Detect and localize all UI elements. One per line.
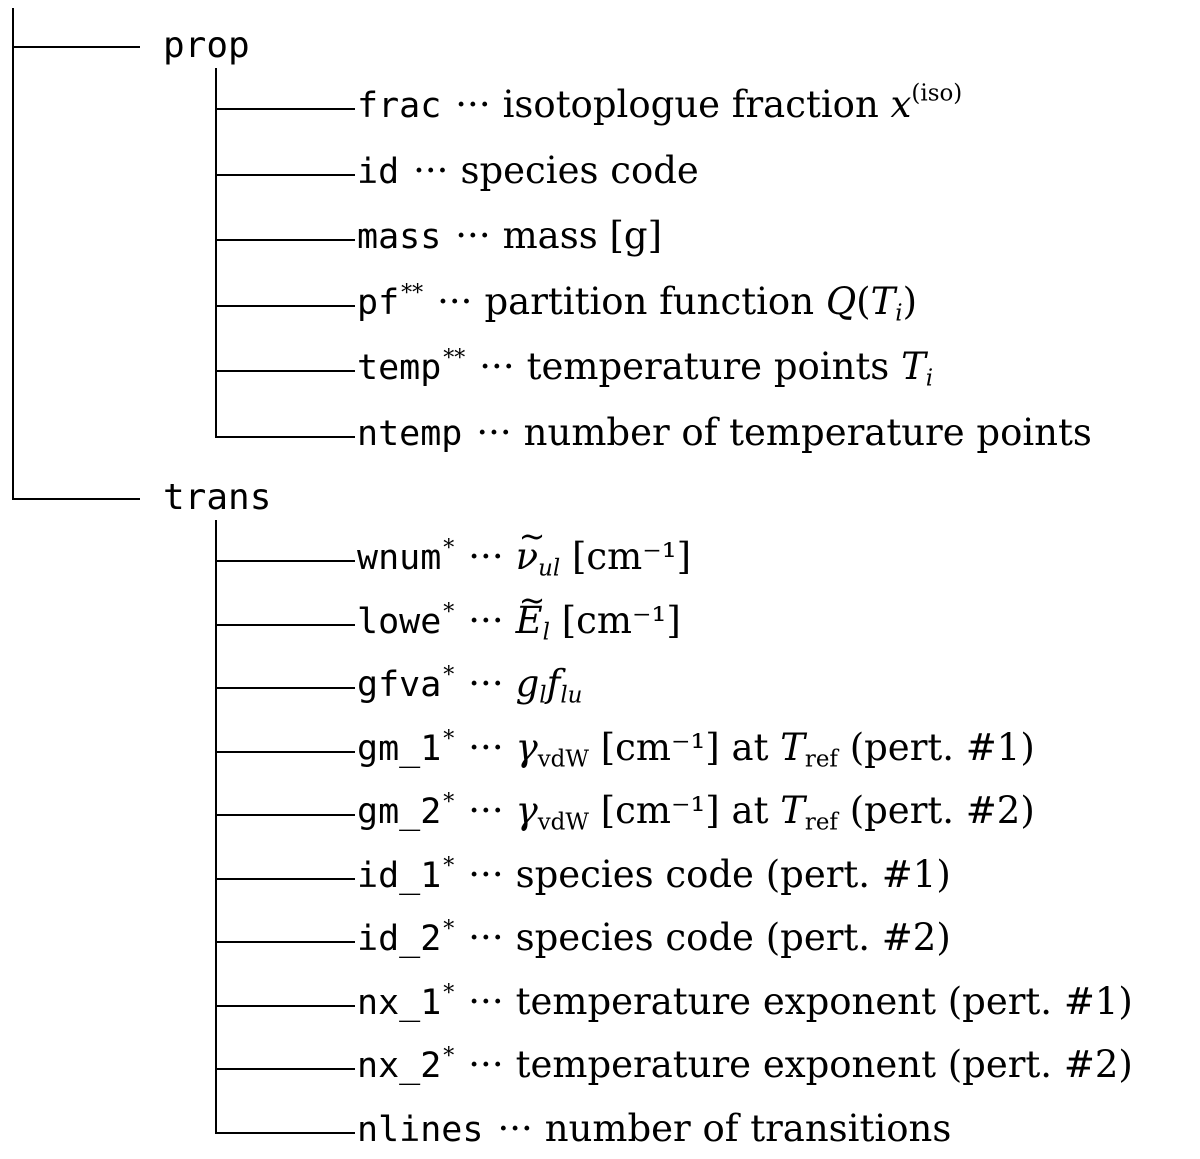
dataset-id_2 — [357, 916, 951, 959]
group-trans: trans — [163, 477, 272, 518]
dataset-description — [516, 853, 951, 896]
required-flag: * — [443, 727, 455, 752]
perturber-note: (pert. #2) — [849, 789, 1035, 832]
description-text: [cm⁻¹] at — [600, 726, 769, 769]
separator: ··· — [476, 411, 512, 454]
dataset-key: lowe — [357, 602, 442, 642]
required-flag: ** — [443, 346, 466, 371]
separator: ··· — [468, 599, 504, 642]
separator: ··· — [468, 535, 504, 578]
item-branch-line — [215, 436, 355, 438]
group-branch-line — [12, 46, 140, 48]
item-branch-line — [215, 878, 355, 880]
dataset-key: mass — [357, 217, 442, 257]
root-trunk-line — [12, 8, 14, 498]
item-branch-line — [215, 1132, 355, 1134]
dataset-description: isotoplogue fraction $x^{(iso)}$ — [502, 80, 963, 126]
required-flag: * — [443, 600, 455, 625]
dataset-gm_1 — [357, 726, 1035, 773]
required-flag: ** — [401, 281, 424, 306]
dataset-key: frac — [357, 86, 442, 126]
dataset-key: temp — [357, 348, 442, 388]
description-text: [cm⁻¹] at — [600, 789, 769, 832]
dataset-gm_2 — [357, 789, 1035, 836]
dataset-nx_1 — [357, 980, 1133, 1023]
separator: ··· — [468, 789, 504, 832]
dataset-nlines — [357, 1107, 952, 1150]
description-text: temperature exponent (pert. #2) — [515, 1043, 1133, 1086]
separator: ··· — [455, 83, 491, 126]
dataset-lowe — [357, 599, 681, 646]
separator: ··· — [468, 662, 504, 705]
dataset-description: $\gamma_{vdW}$ [cm⁻¹] at $T_{ref}$ (pert. #2) — [515, 789, 1035, 836]
dataset-description: ~ $\nu_{ul}$ [cm⁻¹] — [516, 535, 691, 578]
dataset-frac — [357, 80, 963, 126]
required-flag: * — [443, 536, 455, 561]
dataset-description — [460, 149, 698, 192]
group-prop: prop — [163, 25, 250, 66]
dataset-key: pf — [357, 283, 400, 323]
dataset-key: nx_1 — [357, 983, 442, 1023]
dataset-key: gm_2 — [357, 792, 442, 832]
dataset-pf — [357, 280, 918, 327]
dataset-key: id_2 — [357, 919, 442, 959]
description-text: species code — [460, 149, 699, 192]
dataset-description — [516, 916, 951, 959]
separator: ··· — [455, 214, 491, 257]
item-branch-line — [215, 814, 355, 816]
description-text: isotoplogue fraction — [502, 83, 879, 126]
description-text: temperature exponent (pert. #1) — [515, 980, 1133, 1023]
dataset-key: gm_1 — [357, 729, 442, 769]
dataset-description — [524, 411, 1092, 454]
description-text: mass [g] — [502, 214, 663, 257]
dataset-ntemp — [357, 411, 1092, 454]
separator: ··· — [497, 1107, 533, 1150]
dataset-nx_2 — [357, 1043, 1133, 1086]
dataset-key: nx_2 — [357, 1046, 442, 1086]
dataset-description — [503, 214, 662, 257]
dataset-description — [516, 980, 1133, 1023]
item-branch-line — [215, 941, 355, 943]
description-text: species code (pert. #2) — [515, 916, 951, 959]
dataset-key: wnum — [357, 538, 442, 578]
item-branch-line — [215, 751, 355, 753]
item-branch-line — [215, 305, 355, 307]
dataset-key: id — [357, 152, 400, 192]
dataset-id_1 — [357, 853, 951, 896]
dataset-id — [357, 149, 699, 192]
separator: ··· — [468, 980, 504, 1023]
required-flag: * — [443, 917, 455, 942]
dataset-description: $g_lf_{lu}$ — [515, 662, 583, 709]
dataset-description: temperature points $T_i$ — [526, 345, 934, 392]
perturber-note: (pert. #1) — [849, 726, 1035, 769]
separator: ··· — [468, 916, 504, 959]
item-branch-line — [215, 1005, 355, 1007]
child-trunk-line — [215, 520, 217, 1132]
required-flag: * — [443, 1044, 455, 1069]
description-text: species code (pert. #1) — [515, 853, 951, 896]
description-text: temperature points — [526, 345, 890, 388]
item-branch-line — [215, 174, 355, 176]
item-branch-line — [215, 108, 355, 110]
dataset-key: gfva — [357, 665, 442, 705]
dataset-key: nlines — [357, 1110, 484, 1150]
item-branch-line — [215, 1068, 355, 1070]
dataset-mass — [357, 214, 663, 257]
required-flag: * — [443, 981, 455, 1006]
dataset-key: ntemp — [357, 414, 463, 454]
dataset-description: ~ $E_l$ [cm⁻¹] — [516, 599, 681, 642]
separator: ··· — [468, 853, 504, 896]
group-branch-line — [12, 498, 140, 500]
dataset-description: $\gamma_{vdW}$ [cm⁻¹] at $T_{ref}$ (pert. #1) — [515, 726, 1035, 773]
item-branch-line — [215, 560, 355, 562]
description-text: [cm⁻¹] — [561, 599, 681, 642]
separator: ··· — [468, 1043, 504, 1086]
separator: ··· — [479, 345, 515, 388]
description-text: number of temperature points — [523, 411, 1092, 454]
dataset-description — [516, 1043, 1133, 1086]
required-flag: * — [443, 663, 455, 688]
separator: ··· — [413, 149, 449, 192]
item-branch-line — [215, 239, 355, 241]
item-branch-line — [215, 370, 355, 372]
dataset-description: partition function $Q(T_i)$ — [484, 280, 918, 327]
description-text: number of transitions — [544, 1107, 952, 1150]
required-flag: * — [443, 854, 455, 879]
dataset-description — [545, 1107, 952, 1150]
dataset-gfva — [357, 662, 583, 709]
item-branch-line — [215, 624, 355, 626]
required-flag: * — [443, 790, 455, 815]
description-text: [cm⁻¹] — [571, 535, 692, 578]
dataset-key: id_1 — [357, 856, 442, 896]
child-trunk-line — [215, 68, 217, 436]
separator: ··· — [468, 726, 504, 769]
item-branch-line — [215, 687, 355, 689]
separator: ··· — [437, 280, 473, 323]
dataset-wnum — [357, 535, 692, 582]
description-text: partition function — [484, 280, 815, 323]
dataset-temp — [357, 345, 934, 392]
